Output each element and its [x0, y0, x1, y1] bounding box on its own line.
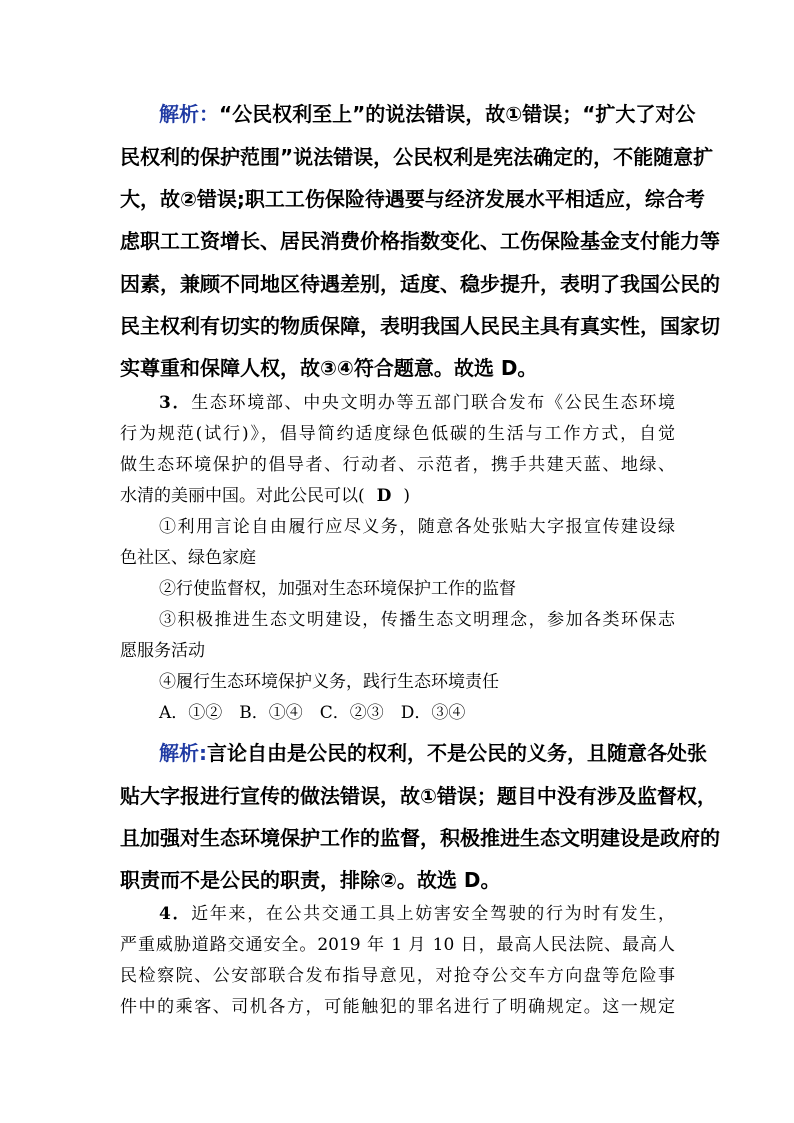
- question-text: 近年来，在公共交通工具上妨害安全驾驶的行为时有发生，: [191, 904, 675, 924]
- option-1-line-1: ①利用言论自由履行应尽义务，随意各处张贴大字报宣传建设绿: [159, 517, 675, 537]
- question-4-line-2: 严重威胁道路交通安全。2019 年 1 月 10 日，最高人民法院、最高人: [120, 935, 675, 955]
- question-3-line-3: 做生态环境保护的倡导者、行动者、示范者，携手共建天蓝、地绿、: [120, 455, 675, 475]
- question-4-line-3: 民检察院、公安部联合发布指导意见，对抢夺公交车方向盘等危险事: [120, 966, 675, 986]
- analysis-1-line-2: 民权利的保护范围”说法错误，公民权利是宪法确定的，不能随意扩: [120, 145, 714, 169]
- analysis-2-line-4: 职责而不是公民的职责，排除②。故选 D。: [120, 868, 501, 892]
- analysis-1-line-7: 实尊重和保障人权，故③④符合题意。故选 D。: [120, 356, 538, 380]
- question-text: 水清的美丽中国。对此公民可以(: [120, 486, 365, 506]
- analysis-1-line-5: 因素，兼顾不同地区待遇差别，适度、稳步提升，表明了我国公民的: [120, 272, 720, 296]
- answer-choices: A．①② B．①④ C．②③ D．③④: [159, 703, 466, 723]
- option-1-line-2: 色社区、绿色家庭: [120, 548, 256, 568]
- analysis-2-line-2: 贴大字报进行宣传的做法错误，故①错误；题目中没有涉及监督权，: [120, 784, 717, 808]
- question-number: 3．: [159, 393, 192, 413]
- analysis-text: “公民权利至上”的说法错误，故①错误；“扩大了对公: [219, 102, 696, 126]
- question-text: 生态环境部、中央文明办等五部门联合发布《公民生态环境: [191, 393, 675, 413]
- question-text: ): [403, 486, 411, 506]
- analysis-label: 解析:: [159, 741, 207, 765]
- option-3-line-2: 愿服务活动: [120, 641, 205, 661]
- analysis-text: 言论自由是公民的权利，不是公民的义务，且随意各处张: [207, 741, 707, 765]
- option-2: ②行使监督权，加强对生态环境保护工作的监督: [159, 579, 516, 599]
- analysis-1-line-1: [159, 102, 696, 126]
- analysis-1-line-6: 民主权利有切实的物质保障，表明我国人民民主具有真实性，国家切: [120, 314, 720, 338]
- analysis-label: 解析：: [159, 102, 219, 126]
- answer-mark: D: [376, 486, 392, 506]
- analysis-1-line-3: 大，故②错误;职工工伤保险待遇要与经济发展水平相适应，综合考: [120, 187, 705, 211]
- question-3-line-2: 行为规范(试行)》，倡导简约适度绿色低碳的生活与工作方式，自觉: [120, 424, 675, 444]
- analysis-2-line-1: [159, 741, 707, 765]
- option-4: ④履行生态环境保护义务，践行生态环境责任: [159, 672, 499, 692]
- question-4-line-4: 件中的乘客、司机各方，可能触犯的罪名进行了明确规定。这一规定: [120, 997, 675, 1017]
- question-number: 4．: [159, 904, 192, 924]
- analysis-2-line-3: 且加强对生态环境保护工作的监督，积极推进生态文明建设是政府的: [120, 826, 720, 850]
- question-3-line-4: [120, 485, 410, 507]
- question-3-line-1: [159, 392, 675, 414]
- analysis-1-line-4: 虑职工工资增长、居民消费价格指数变化、工伤保险基金支付能力等: [120, 229, 720, 253]
- question-4-line-1: [159, 903, 675, 925]
- option-3-line-1: ③积极推进生态文明建设，传播生态文明理念，参加各类环保志: [159, 610, 675, 630]
